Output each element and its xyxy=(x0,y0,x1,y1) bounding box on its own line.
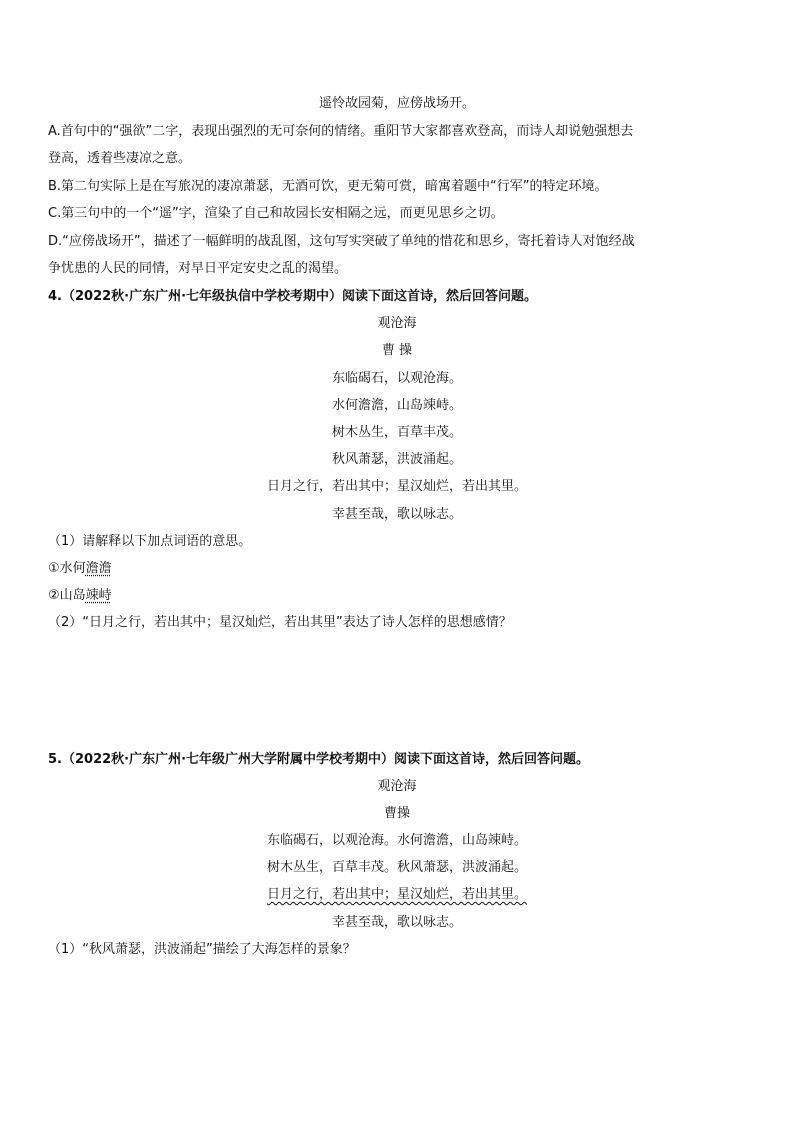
question4-poem-line: 树木丛生，百草丰茂。 xyxy=(331,425,462,440)
poem-last-line: 遥怜故园菊，应傍战场开。 xyxy=(318,96,475,111)
question5-poem-title: 观沧海 xyxy=(377,779,417,794)
wavy-underlined-line: 日月之行，若出其中；星汉灿烂，若出其里。 xyxy=(266,887,527,902)
question4-poem-line: 东临碣石，以观沧海。 xyxy=(331,371,462,386)
item2-prefix: ②山岛 xyxy=(48,588,86,603)
question4-poem-author: 曹 操 xyxy=(381,343,413,358)
question5-poem-line: 树木丛生，百草丰茂。秋风萧瑟，洪波涌起。 xyxy=(266,860,527,875)
question4-item2 xyxy=(48,588,112,604)
item1-dotted-word: 澹澹 xyxy=(85,561,112,576)
item1-prefix: ①水何 xyxy=(48,561,86,576)
question5-poem-author: 曹操 xyxy=(383,806,410,821)
question5-header: 5.（2022秋·广东广州·七年级广州大学附属中学校考期中）阅读下面这首诗，然后回答问题。 xyxy=(48,752,590,767)
question4-poem-title: 观沧海 xyxy=(377,316,417,331)
question4-header: 4.（2022秋·广东广州·七年级执信中学校考期中）阅读下面这首诗，然后回答问题。 xyxy=(48,289,538,304)
question4-item1 xyxy=(48,561,112,577)
option-a-line2: 登高，透着些凄凉之意。 xyxy=(48,151,192,166)
question4-poem-line: 幸甚至哉，歌以咏志。 xyxy=(331,507,462,522)
question4-sub1: （1）请解释以下加点词语的意思。 xyxy=(48,534,252,549)
option-d-line1: D.“应傍战场开”，描述了一幅鲜明的战乱图，这句写实突破了单纯的惜花和思乡，寄托着诗人对饱经战 xyxy=(48,234,635,249)
question5-sub1: （1）“秋风萧瑟，洪波涌起”描绘了大海怎样的景象？ xyxy=(48,942,356,957)
question4-poem-line: 秋风萧瑟，洪波涌起。 xyxy=(331,452,462,467)
question5-poem-line-wavy xyxy=(0,887,794,903)
question5-poem-line: 东临碣石，以观沧海。水何澹澹，山岛竦峙。 xyxy=(266,833,527,848)
option-c: C.第三句中的一个“遥”字，渲染了自己和故园长安相隔之远，而更见思乡之切。 xyxy=(48,206,504,221)
option-a-line1: A.首句中的“强欲”二字，表现出强烈的无可奈何的情绪。重阳节大家都喜欢登高，而诗人却说勉强想去 xyxy=(48,124,634,139)
item2-dotted-word: 竦峙 xyxy=(85,588,112,603)
question5-poem-line: 幸甚至哉，歌以咏志。 xyxy=(331,915,462,930)
option-b: B.第二句实际上是在写旅况的凄凉萧瑟，无酒可饮，更无菊可赏，暗寓着题中“行军”的特定环境。 xyxy=(48,179,608,194)
question4-poem-line: 水何澹澹，山岛竦峙。 xyxy=(331,398,462,413)
question4-poem-line: 日月之行，若出其中；星汉灿烂，若出其里。 xyxy=(266,479,527,494)
option-d-line2: 争忧患的人民的同情，对早日平定安史之乱的渴望。 xyxy=(48,261,348,276)
question4-sub2: （2）“日月之行，若出其中；星汉灿烂，若出其里”表达了诗人怎样的思想感情？ xyxy=(48,615,512,630)
